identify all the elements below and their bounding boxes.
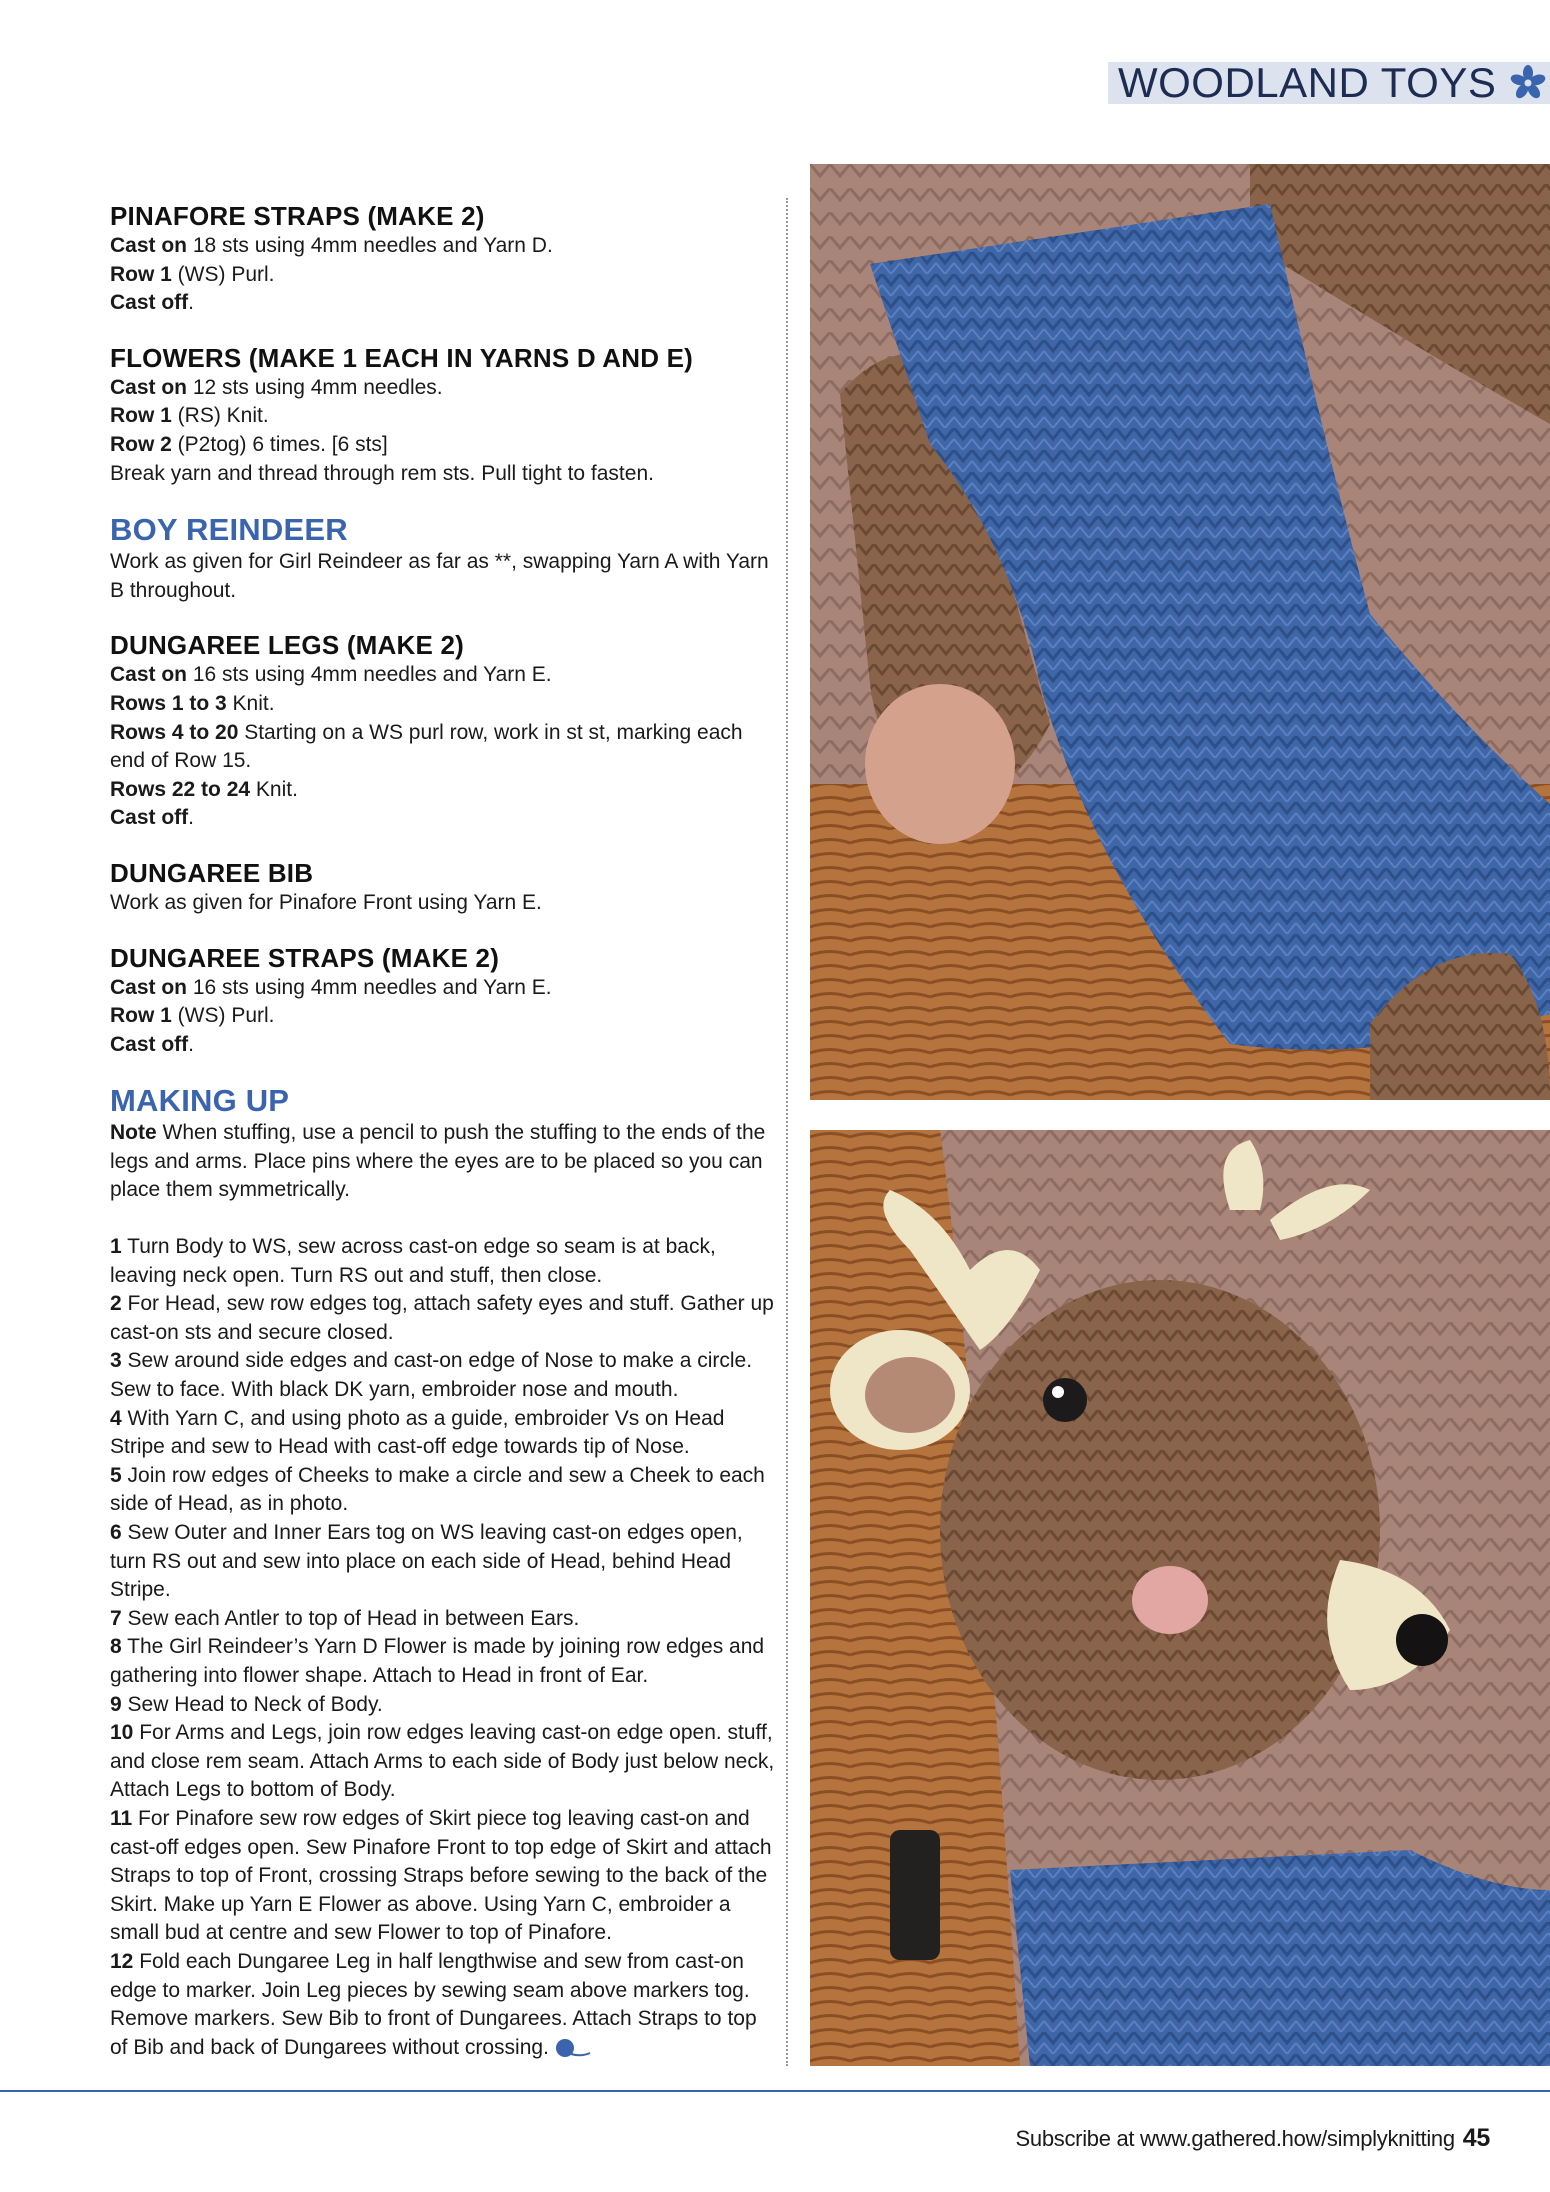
step-text: For Head, sew row edges tog, attach safety eyes and stuff. Gather up cast-on sts and secure closed.: [110, 1292, 774, 1344]
instruction-text: 12 sts using 4mm needles.: [187, 375, 443, 399]
instruction-text: Starting on a WS purl row, work in st st, marking each end of Row 15.: [110, 720, 743, 773]
instruction-text: Knit.: [226, 691, 275, 715]
step-text: Sew Head to Neck of Body.: [121, 1692, 383, 1716]
instruction-line: [110, 460, 775, 489]
making-up-step: [110, 1948, 775, 2062]
section-heading: DUNGAREE BIB: [110, 857, 314, 888]
step-number: 5: [110, 1463, 122, 1487]
instruction-text: .: [188, 1032, 195, 1056]
section-header-tab: [1108, 59, 1550, 106]
making-up-step: [110, 1719, 775, 1805]
step-text: Sew Outer and Inner Ears tog on WS leaving cast-on edges open, turn RS out and sew into place on each side of Head, behind Head Stripe.: [110, 1521, 743, 1602]
step-number: 9: [110, 1692, 122, 1716]
step-text: The Girl Reindeer’s Yarn D Flower is made by joining row edges and gathering into flower shape. Attach to Head in front of Ear.: [110, 1635, 765, 1687]
step-number: 4: [110, 1406, 122, 1430]
step-number: 2: [110, 1292, 122, 1316]
step-text: For Arms and Legs, join row edges leaving cast-on edge open. stuff, and close rem seam. Attach Arms to each side of Body just below neck, Attach Legs to bottom of Body.: [110, 1721, 775, 1802]
section-heading: MAKING UP: [110, 1083, 290, 1119]
step-text: Join row edges of Cheeks to make a circle and sew a Cheek to each side of Head, as in photo.: [110, 1463, 765, 1516]
making-up-step: [110, 1519, 775, 1605]
step-number: 6: [110, 1521, 122, 1544]
making-up-step: [110, 1347, 775, 1404]
instruction-line: [110, 1002, 775, 1031]
step-number: 11: [110, 1806, 133, 1830]
instruction-line: [110, 431, 775, 460]
instruction-text: (WS) Purl.: [171, 262, 275, 286]
pattern-section: [110, 629, 775, 833]
subscribe-link[interactable]: Subscribe at www.gathered.how/simplyknitting: [1015, 2126, 1455, 2151]
instruction-label: Cast on: [110, 663, 188, 687]
instruction-label: Row 1: [110, 1004, 172, 1028]
instruction-label: Cast on: [110, 375, 188, 399]
instruction-label: Cast off: [110, 1032, 189, 1056]
instruction-line: [110, 719, 775, 776]
instruction-line: [110, 261, 775, 290]
step-text: Sew around side edges and cast-on edge of Nose to make a circle. Sew to face. With black DK yarn, embroider nose and mouth.: [110, 1349, 753, 1402]
instruction-line: [110, 690, 775, 719]
step-number: 1: [110, 1235, 122, 1259]
instruction-label: Row 1: [110, 404, 172, 428]
section-heading: DUNGAREE STRAPS (MAKE 2): [110, 942, 500, 973]
instruction-label: Rows 4 to 20: [110, 720, 239, 744]
page-number: 45: [1462, 2124, 1490, 2152]
section-title: WOODLAND TOYS: [1118, 59, 1497, 106]
instruction-line: [110, 889, 775, 918]
instruction-line: [110, 374, 775, 403]
step-text: Turn Body to WS, sew across cast-on edge so seam is at back, leaving neck open. Turn RS out and stuff, then close.: [110, 1235, 716, 1287]
instructions-column: [110, 200, 775, 2086]
step-number: 10: [110, 1721, 134, 1745]
instruction-label: Cast on: [110, 234, 188, 257]
step-text: With Yarn C, and using photo as a guide, embroider Vs on Head Stripe and sew to Head with cast-off edge towards tip of Nose.: [110, 1406, 725, 1459]
pattern-section: [110, 942, 775, 1060]
instruction-line: [110, 402, 775, 431]
instruction-label: Cast on: [110, 975, 188, 999]
making-up-step: [110, 1462, 775, 1519]
instruction-label: Row 1: [110, 262, 172, 286]
section-heading: PINAFORE STRAPS (MAKE 2): [110, 201, 485, 231]
instruction-text: 16 sts using 4mm needles and Yarn E.: [187, 975, 552, 999]
section-heading: BOY REINDEER: [110, 512, 348, 548]
yarn-ball-icon: [555, 2038, 591, 2058]
instruction-text: Work as given for Pinafore Front using Yarn E.: [110, 890, 542, 914]
making-up-step: [110, 1605, 775, 1634]
photo-reindeer-dungarees: [810, 164, 1550, 1100]
making-up-step: [110, 1233, 775, 1290]
instruction-label: Rows 1 to 3: [110, 691, 227, 715]
pattern-section: [110, 200, 775, 318]
pattern-section: [110, 512, 775, 605]
instruction-label: Cast off: [110, 806, 189, 830]
step-text: Sew each Antler to top of Head in between Ears.: [121, 1606, 580, 1630]
instruction-text: .: [188, 291, 195, 315]
step-number: 8: [110, 1635, 122, 1659]
section-heading: DUNGAREE LEGS (MAKE 2): [110, 630, 464, 661]
making-up-step: [110, 1290, 775, 1347]
instruction-line: [110, 804, 775, 833]
making-up-section: [110, 1083, 775, 2062]
instruction-text: .: [188, 806, 195, 830]
instruction-text: 16 sts using 4mm needles and Yarn E.: [187, 663, 552, 687]
pattern-section: [110, 342, 775, 488]
instruction-text: (P2tog) 6 times. [6 sts]: [171, 432, 388, 456]
pattern-section: [110, 857, 775, 918]
instruction-line: [110, 548, 775, 605]
instruction-text: (RS) Knit.: [171, 404, 269, 428]
instruction-label: Cast off: [110, 291, 189, 315]
step-text: Fold each Dungaree Leg in half lengthwise and sew from cast-on edge to marker. Join Leg pieces by sewing seam above markers tog. Remove markers. Sew Bib to front of Dungarees. Attach Straps to top of Bib and back of Dungarees without crossing.: [110, 1949, 757, 2059]
step-number: 12: [110, 1949, 134, 1973]
note-paragraph: [110, 1119, 775, 1205]
making-up-step: [110, 1691, 775, 1720]
instruction-text: Work as given for Girl Reindeer as far as **, swapping Yarn A with Yarn B throughout.: [110, 550, 769, 602]
instruction-text: 18 sts using 4mm needles and Yarn D.: [187, 234, 553, 257]
instruction-label: Rows 22 to 24: [110, 777, 251, 801]
footer: [1016, 2124, 1490, 2153]
instruction-text: Break yarn and thread through rem sts. Pull tight to fasten.: [110, 461, 654, 485]
step-number: 7: [110, 1606, 122, 1630]
note-label: Note: [110, 1121, 157, 1145]
instruction-line: [110, 232, 775, 261]
footer-rule: [0, 2090, 1550, 2092]
instruction-line: [110, 1031, 775, 1060]
step-number: 3: [110, 1349, 122, 1373]
column-divider: [786, 198, 788, 2066]
making-up-step: [110, 1405, 775, 1462]
photo-reindeer-head: [810, 1130, 1550, 2066]
instruction-line: [110, 289, 775, 318]
instruction-text: (WS) Purl.: [171, 1004, 275, 1028]
instruction-label: Row 2: [110, 432, 172, 456]
step-text: For Pinafore sew row edges of Skirt piece tog leaving cast-on and cast-off edges open. Sew Pinafore Front to top edge of Skirt and attach Straps to top of Front, crossing Straps before sewing to the back of the Skirt. Make up Yarn E Flower as above. Using Yarn C, embroider a small bud at centre and sew Flower to top of Pinafore.: [110, 1806, 772, 1945]
making-up-step: [110, 1805, 775, 1948]
note-text: When stuffing, use a pencil to push the stuffing to the ends of the legs and arms. Place pins where the eyes are to be placed so you can place them symmetrically.: [110, 1121, 766, 1202]
instruction-text: Knit.: [250, 777, 298, 801]
section-heading: FLOWERS (MAKE 1 EACH IN YARNS D AND E): [110, 342, 694, 373]
instruction-line: [110, 661, 775, 690]
flower-icon: [1510, 65, 1546, 101]
instruction-line: [110, 974, 775, 1003]
instruction-line: [110, 776, 775, 805]
making-up-step: [110, 1633, 775, 1690]
